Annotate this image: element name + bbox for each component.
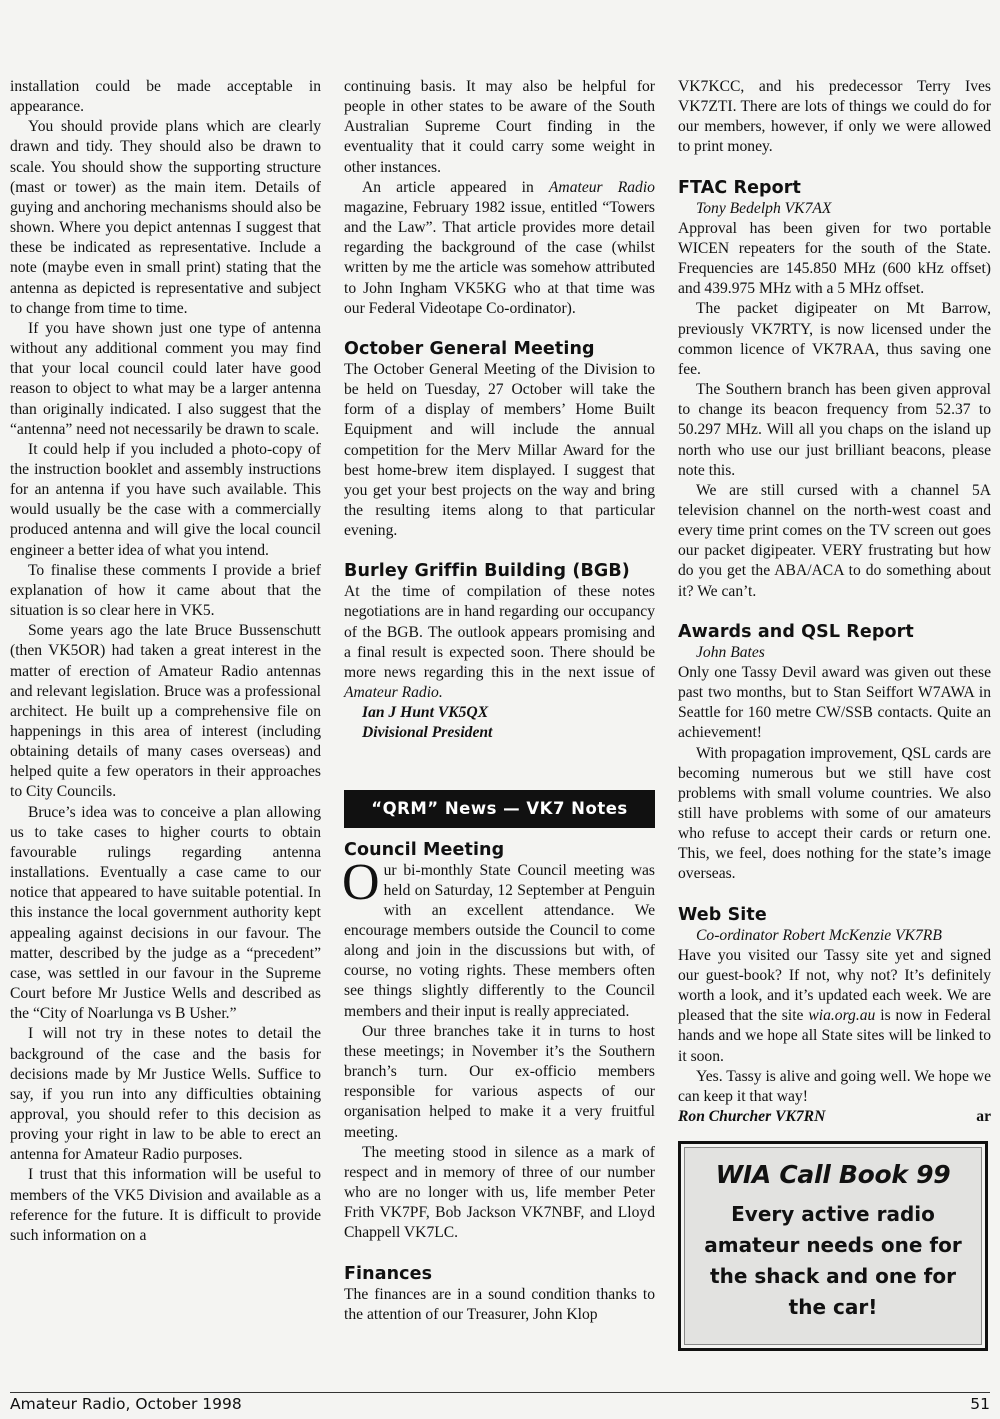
- paragraph: You should provide plans which are clearly drawn and tidy. They should also be drawn to scale. You should show the supporting structure (mast or tower) as the main item. Details of guying and anchoring mechanisms should also be shown. Where you depict antennas I suggest that these be indicated as representative. Include a note (maybe even in small print) stating that the antenna as depicted is representative and subject to change from time to time.: [10, 118, 321, 317]
- advert-line: the car!: [788, 1295, 878, 1320]
- paragraph: Some years ago the late Bruce Bussenschutt (then VK5OR) had taken a great interest in the matter of erection of Amateur Radio antennas and relevant legislation. Bruce was a professional architect. He built up a comprehensive file on happenings in this area of interest (including obtaining details of many cases overseas) and helped quite a few operators in their approaches to City Councils.: [10, 622, 321, 801]
- end-mark: ar: [976, 1108, 991, 1126]
- paragraph: To finalise these comments I provide a brief explanation of how it came about that the situation is so clear here in VK5.: [10, 561, 321, 620]
- paragraph: Yes. Tassy is alive and going well. We hope we can keep it that way!: [678, 1067, 991, 1105]
- signature-row: [678, 1107, 991, 1127]
- paragraph: Only one Tassy Devil award was given out these past two months, but to Stan Seiffort W7AWA in Seattle for 160 metre CW/SSB contacts. Quite an achievement!: [678, 663, 991, 742]
- paragraph: With propagation improvement, QSL cards are becoming numerous but we still have cost problems with small volume countries. We also still have problems with some of our amateurs who refuse to accept their cards or return one. This, we feel, does nothing for the state’s image overseas.: [678, 744, 991, 883]
- text-run: At the time of compilation of these notes negotiations are in hand regarding our occupancy of the BGB. The outlook appears promising and a final result is expected soon. There should be more news regarding this in the next issue of: [344, 583, 655, 681]
- paragraph: continuing basis. It may also be helpful for people in other states to be aware of the South Australian Supreme Court finding in the eventuality that it could carry some weight in other instances.: [344, 78, 655, 176]
- section-heading-ftac: FTAC Report: [678, 177, 802, 198]
- paragraph: [344, 178, 655, 319]
- text-run: magazine, February 1982 issue, entitled “Towers and the Law”. That article provides more detail regarding the background of the case (whilst written by me the article was somehow attributed to John Ingham VK5KG who at that time was our Federal Videotape Co-ordinator).: [344, 198, 655, 317]
- byline: Co-ordinator Robert McKenzie VK7RB: [696, 926, 942, 944]
- advert-body: [685, 1199, 981, 1323]
- paragraph: installation could be made acceptable in appearance.: [10, 78, 321, 116]
- signature-name: Ian J Hunt VK5QX: [362, 704, 489, 722]
- paragraph: The October General Meeting of the Division to be held on Tuesday, 27 October will take the form of a display of members’ Home Built Equipment and will include the annual competition for the Merv Millar Award for the best home-brew item displayed. I suggest that you get your best projects on the way and bring the resulting items along to that particular evening.: [344, 360, 655, 540]
- advert-line: the shack and one for: [710, 1264, 956, 1289]
- paragraph: The meeting stood in silence as a mark of respect and in memory of three of our number who are no longer with us, life member Peter Frith VK7PF, Bob Jackson VK7NBF, and Lloyd Chappell VK7LC.: [344, 1143, 655, 1242]
- advert-line: Every active radio: [731, 1202, 935, 1227]
- section-heading-finances: Finances: [344, 1263, 433, 1284]
- paragraph: I trust that this information will be useful to members of the VK5 Division and available as a reference for the future. It is difficult to provide such information on a: [10, 1166, 321, 1244]
- paragraph: It could help if you included a photo-copy of the instruction booklet and assembly instructions for an antenna if you have such available. This would usually be the case with a commercially produced antenna and will give the local council engineer a better idea of what you intend.: [10, 440, 321, 559]
- paragraph: If you have shown just one type of antenna without any additional comment you may find that your local council could later have good reason to object to what may be a larger antenna than originally indicated. I also suggest that the “antenna” need not necessarily be drawn to scale.: [10, 319, 321, 438]
- text-run: is now in Federal hands and we hope all State sites will be linked to it soon.: [678, 1007, 991, 1065]
- section-banner: “QRM” News — VK7 Notes: [344, 790, 655, 828]
- column-1: [10, 77, 321, 1246]
- paragraph: Approval has been given for two portable WICEN repeaters for the south of the State. Frequencies are 145.850 MHz (600 kHz offset) and 439.975 MHz with a 5 MHz offset.: [678, 219, 991, 298]
- section-heading-web-site: Web Site: [678, 904, 767, 925]
- drop-cap: O: [342, 853, 380, 911]
- magazine-title: Amateur Radio: [548, 178, 655, 196]
- paragraph: Bruce’s idea was to conceive a plan allowing us to take cases to higher courts to obtain favourable rulings regarding antenna installations. Eventually a case came to our notice that appeared to have suitable potential. In this instance the local government authority kept appealing against decisions in our favour. The matter, described by the judge as a “precedent” case, was settled in our favour in the Supreme Court before Mr Justice Wells and described as the “City of Noarlunga vs B Usher.”: [10, 803, 321, 1023]
- section-heading-bgb: Burley Griffin Building (BGB): [344, 561, 630, 582]
- paragraph: The finances are in a sound condition thanks to the attention of our Treasurer, John Klop: [344, 1285, 655, 1323]
- paragraph: I will not try in these notes to detail the background of the case and the basis for decisions made by Mr Justice Wells. Suffice to say, if you run into any difficulties obtaining approval, you should refer to this decision as proving your right in law to be able to erect an antenna for Amateur Radio purposes.: [10, 1025, 321, 1164]
- paragraph: Our three branches take it in turns to host these meetings; in November it’s the Southern branch’s turn. Our ex-officio members responsible for various aspects of our organisation helped to make it a very fruitful meeting.: [344, 1022, 655, 1141]
- paragraph: The packet digipeater on Mt Barrow, previously VK7RTY, is now licensed under the common licence of VK7RAA, thus saving one fee.: [678, 300, 991, 378]
- advert-line: amateur needs one for: [704, 1233, 962, 1258]
- signature-name: Ron Churcher VK7RN: [678, 1108, 826, 1126]
- callbook-advert-panel: [684, 1147, 982, 1345]
- paragraph: We are still cursed with a channel 5A television channel on the north-west coast and every time print comes on the TV screen out goes our packet digipeater. VERY frustrating but how do you get the ABA/ACA to do something about it? We can’t.: [678, 481, 991, 600]
- magazine-title: Amateur Radio.: [344, 684, 443, 702]
- website-url: wia.org.au: [808, 1007, 876, 1025]
- byline: John Bates: [696, 643, 765, 661]
- text-run: ur bi-monthly State Council meeting was held on Saturday, 12 September at Penguin with an excellent attendance. We encourage members outside the Council to come along and join in the discussions but with, of course, no voting rights. These members often see things slightly differently to the Council members and their input is really appreciated.: [344, 861, 655, 1020]
- byline: Tony Bedelph VK7AX: [696, 199, 832, 217]
- paragraph: VK7KCC, and his predecessor Terry Ives VK7ZTI. There are lots of things we could do for our members, however, if only we were allowed to print money.: [678, 78, 991, 156]
- column-3: [678, 77, 991, 1351]
- signature-title: Divisional President: [362, 724, 493, 742]
- section-heading-awards: Awards and QSL Report: [678, 621, 914, 642]
- footer-publication: Amateur Radio, October 1998: [10, 1395, 242, 1413]
- section-heading-october-meeting: October General Meeting: [344, 338, 595, 359]
- callbook-advert: [678, 1141, 988, 1351]
- paragraph: The Southern branch has been given approval to change its beacon frequency from 52.37 to 50.297 MHz. Will all you chaps on the island up north who use our just brilliant beacons, please note this.: [678, 381, 991, 479]
- text-run: Have you visited our Tassy site yet and signed our guest-book? If not, why not? It’s definitely worth a look, and it’s updated each week. We are pleased that the site: [678, 946, 991, 1025]
- paragraph: [678, 946, 991, 1067]
- paragraph: [342, 853, 655, 1022]
- advert-title: WIA Call Book 99: [715, 1160, 951, 1190]
- page-number: 51: [970, 1395, 990, 1413]
- section-heading-council-meeting: Council Meeting: [344, 839, 505, 860]
- text-run: An article appeared in: [362, 178, 549, 196]
- column-2: [344, 77, 655, 1325]
- paragraph: [344, 582, 655, 703]
